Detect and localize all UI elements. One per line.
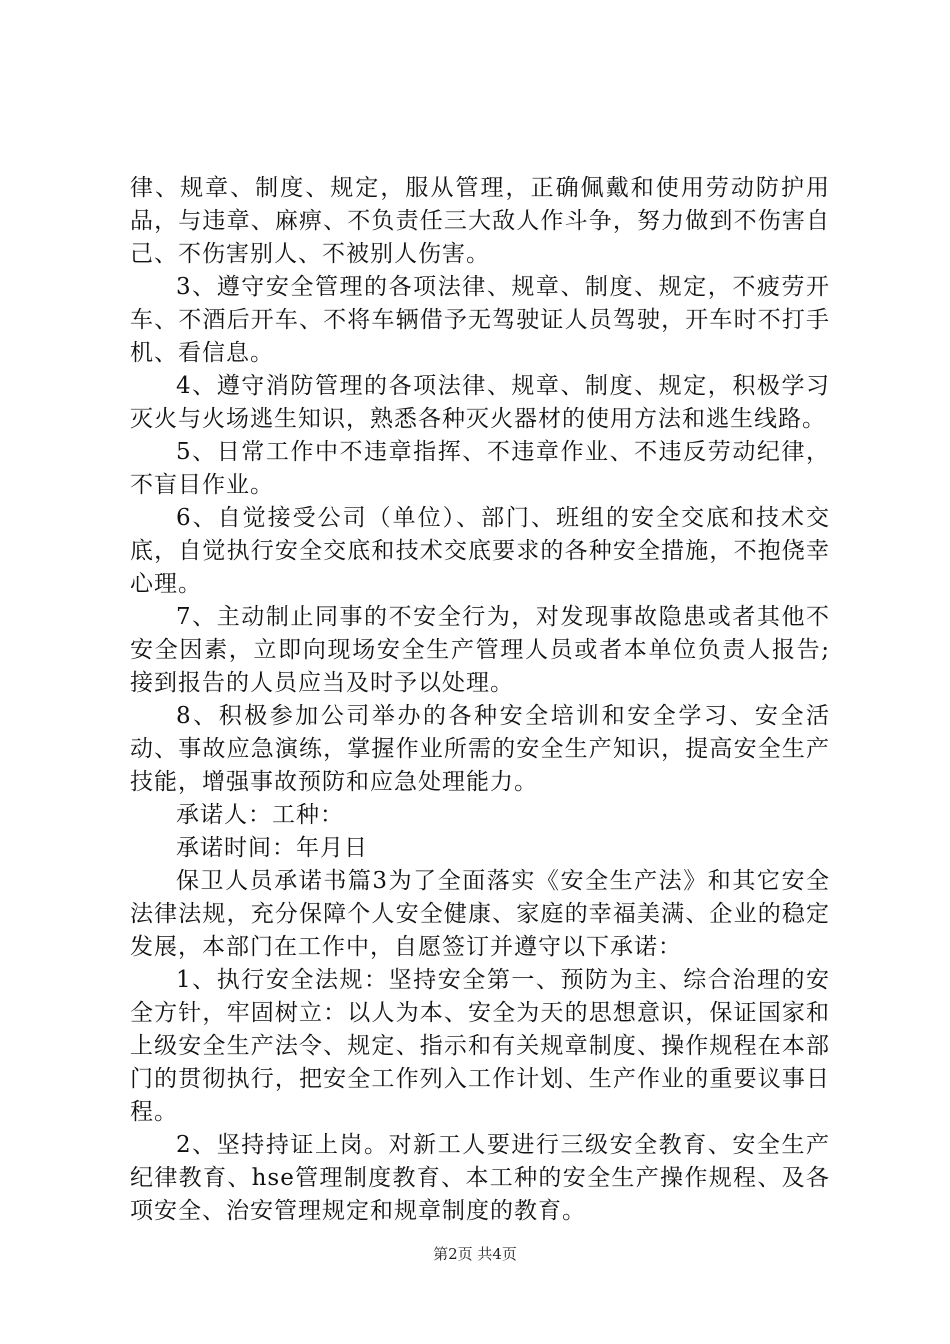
paragraph-section-3-item-1: 1、执行安全法规：坚持安全第一、预防为主、综合治理的安全方针，牢固树立：以人为本、安全为天的思想意识，保证国家和上级安全生产法令、规定、指示和有关规章制度、操作规程在本部门的贯彻执行，把安全工作列入工作计划、生产作业的重要议事日程。 — [130, 967, 830, 1125]
paragraph-section-3-item-2: 2、坚持持证上岗。对新工人要进行三级安全教育、安全生产纪律教育、hse管理制度教育、本工种的安全生产操作规程、及各项安全、治安管理规定和规章制度的教育。 — [130, 1132, 830, 1224]
paragraph-item-4: 4、遵守消防管理的各项法律、规章、制度、规定，积极学习灭火与火场逃生知识，熟悉各种灭火器材的使用方法和逃生线路。 — [130, 373, 830, 432]
paragraph-item-8: 8、积极参加公司举办的各种安全培训和安全学习、安全活动、事故应急演练，掌握作业所需的安全生产知识，提高安全生产技能，增强事故预防和应急处理能力。 — [130, 703, 830, 795]
paragraph-section-3-intro: 保卫人员承诺书篇3为了全面落实《安全生产法》和其它安全法律法规，充分保障个人安全健康、家庭的幸福美满、企业的稳定发展，本部门在工作中，自愿签订并遵守以下承诺： — [130, 868, 830, 960]
signer-line: 承诺人：工种： — [176, 802, 344, 828]
paragraph-item-7: 7、主动制止同事的不安全行为，对发现事故隐患或者其他不安全因素，立即向现场安全生产管理人员或者本单位负责人报告;接到报告的人员应当及时予以处理。 — [130, 604, 830, 696]
date-line: 承诺时间：年月日 — [176, 835, 368, 861]
paragraph-item-6: 6、自觉接受公司（单位）、部门、班组的安全交底和技术交底，自觉执行安全交底和技术交底要求的各种安全措施，不抱侥幸心理。 — [130, 505, 830, 597]
paragraph-item-5: 5、日常工作中不违章指挥、不违章作业、不违反劳动纪律，不盲目作业。 — [130, 439, 830, 498]
paragraph-continuation: 律、规章、制度、规定，服从管理，正确佩戴和使用劳动防护用品，与违章、麻痹、不负责任三大敌人作斗争，努力做到不伤害自己、不伤害别人、不被别人伤害。 — [130, 175, 830, 267]
page-footer: 第2页 共4页 — [433, 1245, 517, 1263]
paragraph-item-3: 3、遵守安全管理的各项法律、规章、制度、规定，不疲劳开车、不酒后开车、不将车辆借予无驾驶证人员驾驶，开车时不打手机、看信息。 — [130, 274, 830, 366]
document-body — [130, 172, 830, 1228]
